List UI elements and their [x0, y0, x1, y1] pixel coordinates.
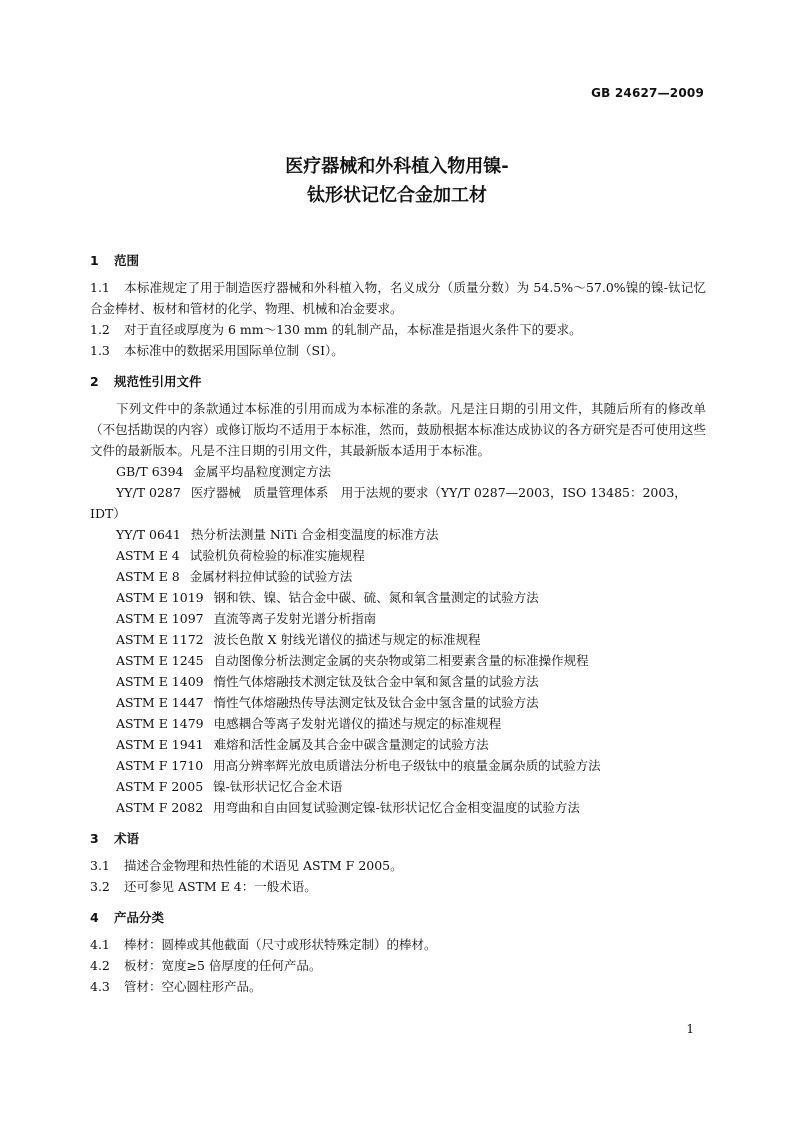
reference-entry	[90, 461, 706, 482]
reference-code: ASTM E 1447	[116, 695, 204, 710]
reference-code: ASTM E 1097	[116, 611, 204, 626]
clause	[90, 319, 706, 340]
section-number: 4	[90, 910, 99, 925]
clause	[90, 955, 706, 976]
clause-text: 板材：宽度≥5 倍厚度的任何产品。	[124, 958, 322, 973]
reference-entry	[90, 524, 706, 545]
reference-entry	[90, 650, 706, 671]
reference-entry	[90, 608, 706, 629]
clause	[90, 855, 706, 876]
reference-entry	[90, 545, 706, 566]
reference-entry	[90, 629, 706, 650]
reference-title: 波长色散 X 射线光谱仪的描述与规定的标准规程	[213, 632, 481, 647]
section-title: 规范性引用文件	[114, 374, 202, 389]
section-number: 2	[90, 374, 99, 389]
reference-code: ASTM F 1710	[116, 758, 204, 773]
clause-text: 管材：空心圆柱形产品。	[124, 979, 262, 994]
reference-title: 金属平均晶粒度测定方法	[193, 464, 332, 479]
clause	[90, 934, 706, 955]
clause-text: 本标准中的数据采用国际单位制（SI）。	[124, 343, 344, 358]
clause-number: 1.3	[90, 343, 110, 358]
clause-text: 本标准规定了用于制造医疗器械和外科植入物，名义成分（质量分数）为 54.5%～57.0%镍的镍-钛记忆合金棒材、板材和管材的化学、物理、机械和冶金要求。	[90, 280, 706, 316]
reference-title: 试验机负荷检验的标准实施规程	[189, 548, 365, 563]
clause	[90, 876, 706, 897]
reference-code: YY/T 0287	[116, 485, 181, 500]
reference-code: ASTM E 1245	[116, 653, 204, 668]
reference-title: 医疗器械 质量管理体系 用于法规的要求（YY/T 0287—2003，ISO 13485：2003，IDT）	[90, 485, 687, 521]
clause-text: 描述合金物理和热性能的术语见 ASTM F 2005。	[124, 858, 403, 873]
standard-code: GB 24627—2009	[591, 86, 704, 100]
clause	[90, 976, 706, 997]
reference-title: 电感耦合等离子发射光谱仪的描述与规定的标准规程	[213, 716, 502, 731]
reference-title: 热分析法测量 NiTi 合金相变温度的标准方法	[190, 527, 439, 542]
section-heading-scope	[90, 250, 706, 271]
clause-number: 4.1	[90, 937, 110, 952]
document-title	[0, 152, 794, 210]
clause	[90, 340, 706, 361]
reference-code: ASTM E 1172	[116, 632, 204, 647]
reference-title: 难熔和活性金属及其合金中碳含量测定的试验方法	[213, 737, 489, 752]
section-heading-classification	[90, 907, 706, 928]
section-number: 1	[90, 253, 99, 268]
clause	[90, 277, 706, 319]
reference-code: ASTM E 1941	[116, 737, 204, 752]
reference-entry	[90, 566, 706, 587]
section-title: 产品分类	[114, 910, 165, 925]
title-line-2: 钛形状记忆合金加工材	[307, 185, 487, 206]
reference-code: ASTM E 8	[116, 569, 180, 584]
reference-entry	[90, 587, 706, 608]
reference-title: 用弯曲和自由回复试验测定镍-钛形状记忆合金相变温度的试验方法	[213, 800, 580, 815]
section-title: 术语	[114, 831, 140, 846]
section-heading-normative-references	[90, 371, 706, 392]
reference-code: ASTM E 4	[116, 548, 180, 563]
reference-title: 金属材料拉伸试验的试验方法	[189, 569, 353, 584]
reference-entry	[90, 776, 706, 797]
clause-number: 4.2	[90, 958, 110, 973]
clause-text: 还可参见 ASTM E 4：一般术语。	[124, 879, 317, 894]
reference-entry	[90, 734, 706, 755]
reference-entry	[90, 797, 706, 818]
reference-entry	[90, 713, 706, 734]
clause-number: 1.2	[90, 322, 110, 337]
page-number: 1	[686, 1022, 694, 1036]
reference-entry	[90, 482, 706, 524]
clause-text: 棒材：圆棒或其他截面（尺寸或形状特殊定制）的棒材。	[124, 937, 437, 952]
references-intro: 下列文件中的条款通过本标准的引用而成为本标准的条款。凡是注日期的引用文件，其随后所有的修改单（不包括勘误的内容）或修订版均不适用于本标准，然而，鼓励根据本标准达成协议的各方研究是否可使用这些文件的最新版本。凡是不注日期的引用文件，其最新版本适用于本标准。	[90, 401, 706, 458]
reference-code: ASTM E 1479	[116, 716, 204, 731]
clause-number: 1.1	[90, 280, 110, 295]
reference-code: GB/T 6394	[116, 464, 184, 479]
reference-entry	[90, 671, 706, 692]
reference-code: ASTM E 1409	[116, 674, 204, 689]
reference-code: ASTM F 2082	[116, 800, 204, 815]
reference-title: 镍-钛形状记忆合金术语	[213, 779, 343, 794]
reference-title: 钢和铁、镍、钴合金中碳、硫、氮和氧含量测定的试验方法	[213, 590, 539, 605]
section-number: 3	[90, 831, 99, 846]
reference-code: YY/T 0641	[116, 527, 181, 542]
reference-entry	[90, 692, 706, 713]
reference-title: 直流等离子发射光谱分析指南	[213, 611, 377, 626]
reference-code: ASTM F 2005	[116, 779, 204, 794]
clause-number: 3.2	[90, 879, 110, 894]
clause-number: 3.1	[90, 858, 110, 873]
title-line-1: 医疗器械和外科植入物用镍-	[285, 156, 509, 177]
reference-title: 惰性气体熔融技术测定钛及钛合金中氧和氮含量的试验方法	[213, 674, 539, 689]
reference-title: 自动图像分析法测定金属的夹杂物或第二相要素含量的标准操作规程	[213, 653, 589, 668]
reference-code: ASTM E 1019	[116, 590, 204, 605]
document-body	[90, 250, 706, 997]
reference-title: 惰性气体熔融热传导法测定钛及钛合金中氢含量的试验方法	[213, 695, 539, 710]
reference-title: 用高分辨率辉光放电质谱法分析电子级钛中的痕量金属杂质的试验方法	[213, 758, 601, 773]
clause-text: 对于直径或厚度为 6 mm～130 mm 的轧制产品，本标准是指退火条件下的要求。	[124, 322, 582, 337]
section-heading-terms	[90, 828, 706, 849]
reference-entry	[90, 755, 706, 776]
clause-number: 4.3	[90, 979, 110, 994]
section-title: 范围	[114, 253, 140, 268]
